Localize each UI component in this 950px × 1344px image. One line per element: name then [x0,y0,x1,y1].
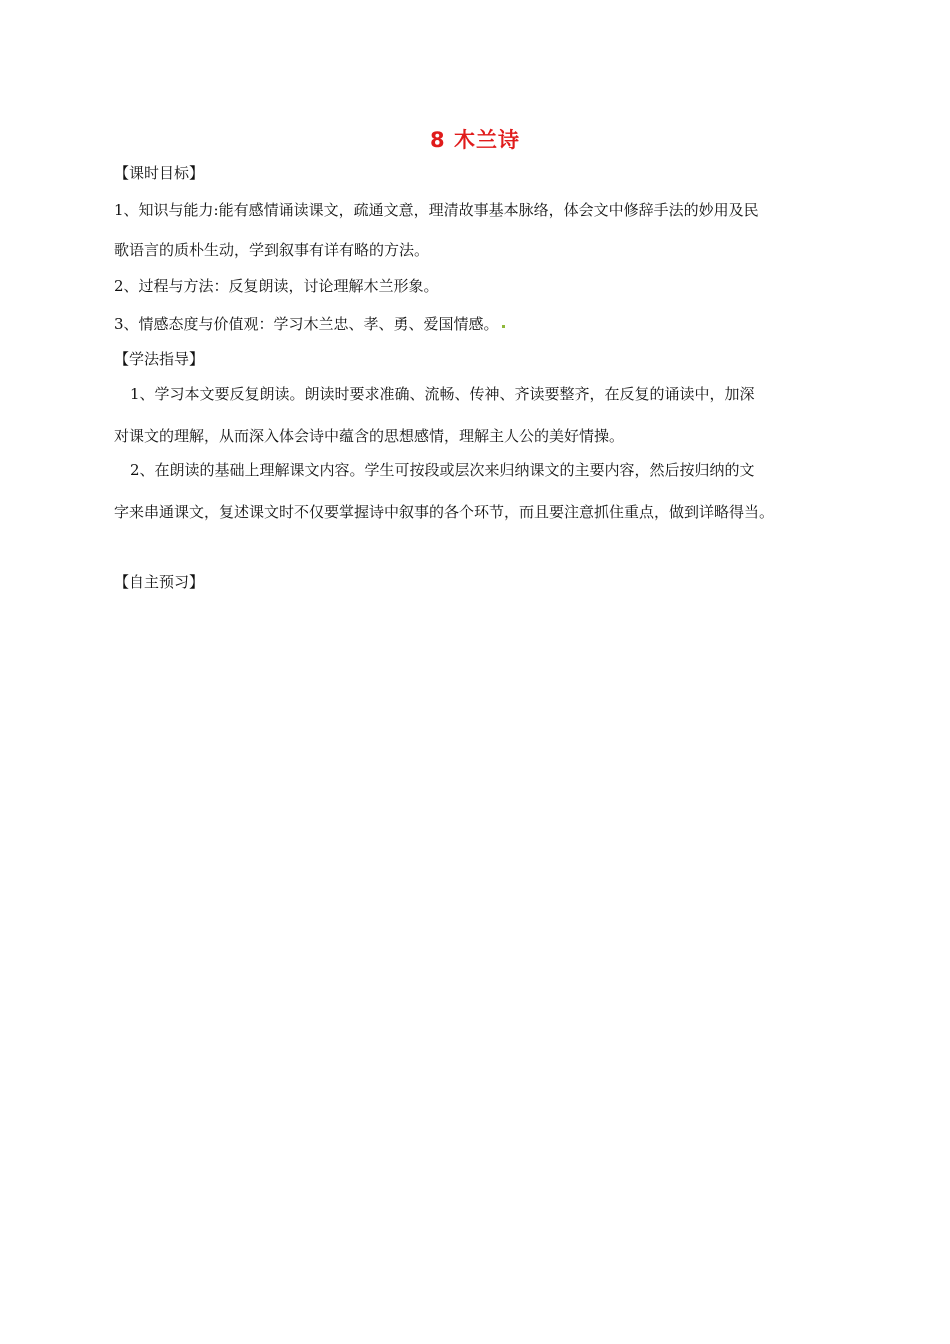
green-dot-mark [502,325,505,328]
objectives-line-1: 1、知识与能力:能有感情诵读课文，疏通文意，理清故事基本脉络，体会文中修辞手法的妙用及民 [114,201,759,219]
guidance-line-3: 2、在朗读的基础上理解课文内容。学生可按段或层次来归纳课文的主要内容，然后按归纳的文 [130,461,755,479]
guidance-line-4: 字来串通课文，复述课文时不仅要掌握诗中叙事的各个环节，而且要注意抓住重点，做到详略得当。 [114,503,775,521]
objectives-heading: 【课时目标】 [114,164,205,182]
guidance-heading: 【学法指导】 [114,350,205,368]
guidance-line-1: 1、学习本文要反复朗读。朗读时要求准确、流畅、传神、齐读要整齐，在反复的诵读中，加深 [130,385,755,403]
objectives-line-4-wrap [114,314,505,334]
objectives-line-2: 歌语言的质朴生动，学到叙事有详有略的方法。 [114,241,430,259]
preview-heading: 【自主预习】 [114,573,205,591]
objectives-line-3: 2、过程与方法：反复朗读，讨论理解木兰形象。 [114,277,439,295]
guidance-line-2: 对课文的理解，从而深入体会诗中蕴含的思想感情，理解主人公的美好情操。 [114,427,625,445]
page-title: 8 木兰诗 [430,128,520,152]
objectives-line-4: 3、情感态度与价值观：学习木兰忠、孝、勇、爱国情感。 [114,315,499,333]
